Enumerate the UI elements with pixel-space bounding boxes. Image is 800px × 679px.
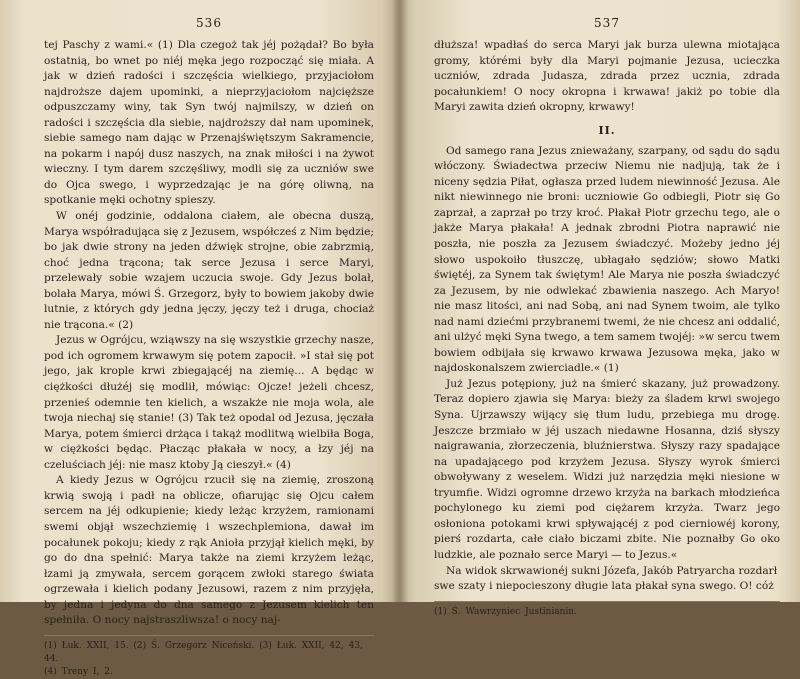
paragraph: tej Paschy z wami.« (1) Dla czegoż tak jéj pożądał? Bo była ostatnią, bo wnet po niéj męka jego rozpocząć się miała. A jak w dzień radości i szczęścia wielkiego, przyjaciołom najdroższe dajem upominki, a nieprzyjaciołom najcięższe odpuszczamy winy, tak Syn twój najmilszy, w dzień on radości i szczęścia dla siebie, najdroższy dał nam upominek, siebie samego nam dając w Przenajświętszym Sakramencie, na pokarm i napój dusz naszych, na znak miłości i na żywot wieczny. I tym darem szczęśliwy, modli się za uczniów swe do Ojca swego, i wyprzedzając je na górę oliwną, na spotkanie męki ochotny spieszy.	[44, 39, 374, 207]
paragraph: dłuższa! wpadłaś do serca Maryi jak burza ulewna miotająca gromy, którémi były dla Maryi pojmanie Jezusa, ucieczka uczniów, zdrada Judasza, zdrada przez ucznia, zdrada pocałunkiem! O nocy okropna i krwawa! jakiż po tobie dla Maryi zawita dzień okropny, krwawy!	[434, 39, 780, 114]
footnote: (1) Ś. Wawrzyniec Justinianin.	[434, 606, 577, 617]
paragraph: Na widok skrwawionéj sukni Józefa, Jakób Patryarcha rozdarł swe szaty i niepocieszony długie lata płakał syna swego. O! cóż	[434, 564, 778, 593]
footnote: (1) Łuk. XXII, 15. (2) Ś. Grzegorz Niceński. (3) Łuk. XXII, 42, 43, 44.	[44, 640, 363, 664]
paragraph: A kiedy Jezus w Ogrójcu rzucił się na ziemię, zroszoną krwią swoją i padł na oblicze, ofiarując się Ojcu całem sercem na jéj odkupienie; kiedy leżąc krzyżem, ramionami swemi objął wszechziemię i wszechplemiona, dawał im pocałunek pokoju; kiedy z rąk Anioła przyjął kielich męki, by go do dna spełnić: Marya także na ziemi krzyżem leżąc, łzami ją zmywała, sercem gorącem zwłoki starego świata ogrzewała i kielich podany Jezusowi, razem z nim przyjęła, by jedna i jedyna do dna samego z Jezusem kielich ten spełniła. O nocy najstraszliwsza! o nocy naj-	[44, 474, 374, 627]
page-number-right: 537	[594, 16, 620, 30]
left-page-text	[44, 38, 374, 629]
footnotes-right	[434, 601, 780, 619]
paragraph: W onéj godzinie, oddalona ciałem, ale obecna duszą, Marya współradująca się z Jezusem, współcześ z Nim będzie; bo jak dwie strony na jeden dźwięk strojne, obie zabrzmią, choć jedna trącona; tak serce Jezusa i serce Maryi, przelewały sobie wzajem uczucia swoje. Gdy Jezus bolał, bolała Marya, mówi Ś. Grzegorz, były to bowiem jakoby dwie lutnie, z których gdy jedna jęczy, jęczy też i druga, chociaż nie trącona.« (2)	[44, 210, 374, 331]
paragraph: Już Jezus potępiony, już na śmierć skazany, już prowadzony. Teraz dopiero zjawia się Marya: bieży za śladem krwi swojego Syna. Ujrzawszy wijący się tłum ludu, przebiega mu drogę. Jeszcze brzmiało w jéj uszach niedawne Hosanna, dziś słyszy naigrawania, złorzeczenia, bluźnierstwa. Słyszy razy spadające na upadającego pod krzyżem Jezusa. Słyszy wyrok śmierci obwoływany z weselem. Widzi już narzędzia męki niesione w tryumfie. Widzi ogromne drzewo krzyża na barkach młodzieńca pochylonego ku ziemi pod ciężarem krzyża. Twarz jego osłoniona potokami krwi spływającéj z pod cierniowéj korony, pierś rozdarta, całe ciało biczami zbite. Nie poznałby Go oko ludzkie, ale poznało serce Maryi — to Jezus.«	[434, 377, 780, 561]
right-page-text	[434, 38, 780, 595]
footnotes-left	[44, 635, 374, 679]
paragraph: Od samego rana Jezus znieważany, szarpany, od sądu do sądu włóczony. Świadectwa przeciw Niemu nie nadjują, tak że i niceny sędzia Piłat, ogłasza przed ludem niewinność Jezusa. Ale nikt niewinnego nie broni: uczniowie Go odbiegli, Piotr się Go zaprzał, a zaprzał po trzy kroć. Płakał Piotr grzechu tego, ale o jakże Marya płakała! A jednak zbrodni Piotra naprawić nie poszła, nie poszła za Jezusem świadczyć. Możeby jedno jéj słowo uspokoiło tłuszczę, ubłagało sędziów; słowo Matki świętéj, za Synem tak świętym! Ale Marya nie poszła świadczyć za Jezusem, by nie odwlekać zbawienia naszego. Ach Maryo! nie masz litości, ani nad Sobą, ani nad Synem twoim, ale tylko nad nami dziećmi przybranemi twemi, że nie chcesz ani oddalić, ani ulżyć męki Syna twego, a tem samem twojéj: »w sercu twem bowiem odbijała się krwawo krwawa Jezusowa męka, jako w najdoskonalszem zwierciadle.« (1)	[434, 144, 780, 375]
right-page	[398, 0, 800, 617]
footnote: (4) Treny I, 2.	[44, 666, 113, 677]
page-number-left: 536	[196, 16, 222, 30]
paragraph: Jezus w Ogrójcu, wziąwszy na się wszystkie grzechy nasze, pod ich ogromem krwawym się potem zapocił. »I stał się pot jego, jak krople krwi zbiegającéj na ziemię... A będąc w ciężkości dłużéj się modlił, mówiąc: Ojcze! jeżeli chcesz, przenieś odemnie ten kielich, a wszakże nie moja wola, ale twoja niechaj się stanie! (3) Tak też opodal od Jezusa, jęczała Marya, potem śmierci drżąca i takąż modlitwą wielbiła Boga, w ciężkości będąc. Płacząc płakała w nocy, a łzy jéj na czeluściach jéj: nie masz ktoby Ją cieszył.« (4)	[44, 334, 374, 471]
left-page	[0, 0, 398, 677]
section-heading: II.	[598, 123, 616, 137]
